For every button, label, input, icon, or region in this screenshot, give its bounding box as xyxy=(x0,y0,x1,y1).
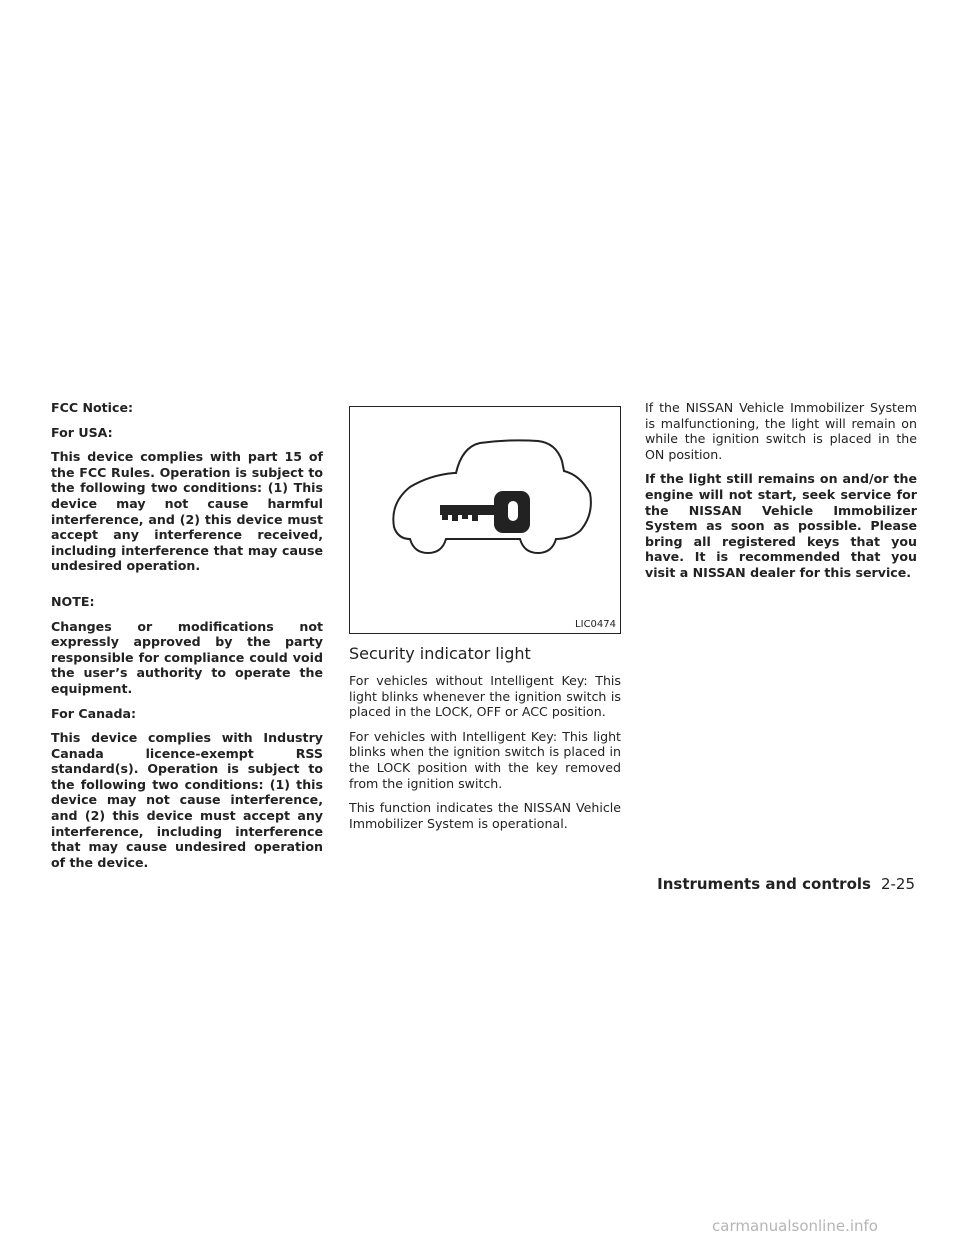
function-paragraph: This function indicates the NISSAN Vehicle Immobilizer System is operational. xyxy=(349,800,621,831)
left-column xyxy=(51,400,323,879)
usa-heading: For USA: xyxy=(51,424,113,440)
car-key-icon xyxy=(350,407,620,633)
service-warning-paragraph: If the light still remains on and/or the engine will not start, seek service for the NISSAN Vehicle Immobilizer System as soon as possible. Please bring all registered keys that you have. It is recommended that you visit a NISSAN dealer for this service. xyxy=(645,471,917,580)
usa-statement: This device complies with part 15 of the FCC Rules. Operation is subject to the following two conditions: (1) This device may not cause harmful interference, and (2) this device must accept any interference received, including interference that may cause undesired operation. xyxy=(51,449,323,574)
page-footer xyxy=(657,874,915,894)
middle-column xyxy=(349,400,621,840)
fcc-notice-heading: FCC Notice: xyxy=(51,400,134,415)
watermark: carmanualsonline.info xyxy=(712,1217,878,1235)
without-intelligent-key-paragraph: For vehicles without Intelligent Key: This light blinks whenever the ignition switch is placed in the LOCK, OFF or ACC position. xyxy=(349,673,621,720)
canada-statement: This device complies with Industry Canada licence-exempt RSS standard(s). Operation is subject to the following two conditions: (1) this device may not cause interference, and (2) this device must accept any interference, including interference that may cause undesired operation of the device. xyxy=(51,730,323,870)
canada-heading: For Canada: xyxy=(51,705,137,721)
page-number: 2-25 xyxy=(880,875,915,893)
figure-code: LIC0474 xyxy=(575,619,616,630)
with-intelligent-key-paragraph: For vehicles with Intelligent Key: This light blinks when the ignition switch is placed in the LOCK position with the key removed from the ignition switch. xyxy=(349,728,621,791)
malfunction-paragraph: If the NISSAN Vehicle Immobilizer System is malfunctioning, the light will remain on while the ignition switch is placed in the ON position. xyxy=(645,400,917,462)
footer-section-title: Instruments and controls xyxy=(657,875,871,893)
security-light-figure xyxy=(349,406,621,634)
section-heading: Security indicator light xyxy=(349,644,531,663)
note-heading: NOTE: xyxy=(51,593,95,609)
right-column xyxy=(645,400,917,590)
note-statement: Changes or modifications not expressly approved by the party responsible for compliance could void the user’s authority to operate the equipment. xyxy=(51,618,323,696)
